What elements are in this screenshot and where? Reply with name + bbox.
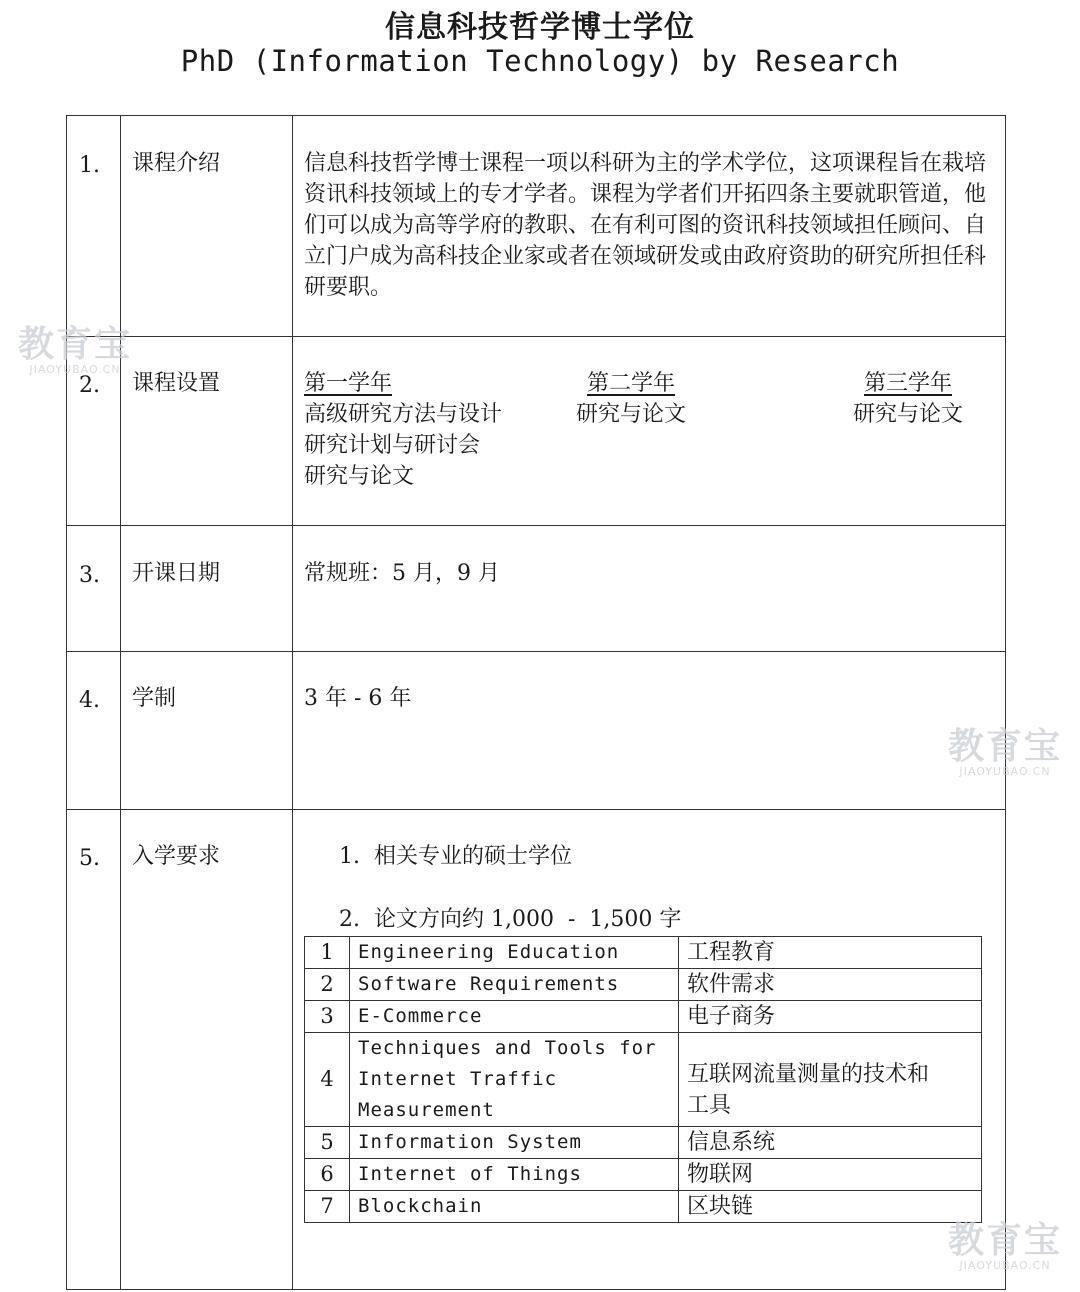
year-heading: 第一学年 (304, 371, 393, 396)
row-divider (67, 336, 1005, 337)
topic-number: 6 (305, 1159, 350, 1191)
course-intro-text: 信息科技哲学博士课程一项以科研为主的学术学位，这项课程旨在栽培资讯科技领域上的专才学者。课程为学者们开拓四条主要就职管道，他们可以成为高等学府的教职、在有利可图的资讯科技领域担任顾问、自立门户成为高科技企业家或者在领域研发或由政府资助的研究所担任科研要职。 (304, 151, 987, 300)
topic-number: 4 (305, 1033, 350, 1127)
topic-english-line: Internet Traffic (358, 1068, 558, 1090)
year-two-column (569, 368, 693, 430)
watermark-logo (948, 728, 1062, 778)
year-heading: 第二学年 (586, 371, 675, 396)
row-label-start-date: 开课日期 (132, 561, 221, 586)
year-three-column (846, 368, 970, 430)
topic-english: E-Commerce (350, 1001, 679, 1033)
topic-chinese: 物联网 (679, 1159, 982, 1191)
table-row (305, 1033, 982, 1127)
program-table (66, 115, 1006, 1290)
topic-chinese-line: 互联网流量测量的技术和 (687, 1061, 930, 1087)
table-row (305, 937, 982, 969)
row-divider (67, 809, 1005, 810)
watermark-logo (948, 1222, 1062, 1272)
topic-english: Internet of Things (350, 1159, 679, 1191)
watermark-domain: JIAOYUBAO.CN (959, 1259, 1051, 1272)
year-one-column (304, 368, 502, 492)
table-row (305, 1001, 982, 1033)
year-heading: 第三学年 (863, 371, 952, 396)
watermark-text: 教育宝 (18, 324, 133, 365)
watermark-text: 教育宝 (948, 726, 1063, 767)
topic-english: Engineering Education (350, 937, 679, 969)
watermark-domain: JIAOYUBAO.CN (959, 765, 1051, 778)
title-en: PhD (Information Technology) by Research (180, 44, 900, 78)
table-row (305, 969, 982, 1001)
topic-number: 1 (305, 937, 350, 969)
topic-chinese-line: 工具 (687, 1092, 732, 1118)
topic-chinese: 电子商务 (679, 1001, 982, 1033)
watermark-domain: JIAOYUBAO.CN (29, 363, 121, 376)
topic-chinese: 软件需求 (679, 969, 982, 1001)
column-divider (292, 116, 293, 1289)
requirement-item: 1. 相关专业的硕士学位 (339, 844, 572, 869)
duration-text: 3 年 - 6 年 (304, 686, 412, 711)
row-number: 5. (79, 846, 100, 871)
table-row (305, 1127, 982, 1159)
topic-english: Information System (350, 1127, 679, 1159)
topic-number: 3 (305, 1001, 350, 1033)
row-number: 3. (79, 563, 100, 588)
row-divider (67, 525, 1005, 526)
row-number: 1. (79, 153, 100, 178)
table-row (305, 1191, 982, 1223)
course-item: 研究与论文 (852, 402, 963, 427)
row-divider (67, 651, 1005, 652)
watermark-text: 教育宝 (948, 1220, 1063, 1261)
topic-chinese (679, 1033, 982, 1127)
table-row (305, 1159, 982, 1191)
row-label-duration: 学制 (132, 686, 177, 711)
topic-number: 7 (305, 1191, 350, 1223)
row-label-intro: 课程介绍 (132, 151, 221, 176)
course-item: 研究与论文 (575, 402, 686, 427)
research-topics-table (304, 936, 982, 1223)
row-number: 4. (79, 688, 100, 713)
watermark-logo (18, 326, 132, 376)
topic-chinese: 区块链 (679, 1191, 982, 1223)
row-label-curriculum: 课程设置 (132, 371, 221, 396)
column-divider (120, 116, 121, 1289)
topic-chinese: 工程教育 (679, 937, 982, 969)
course-item: 高级研究方法与设计 (304, 402, 503, 427)
row-number: 2. (79, 373, 100, 398)
start-date-text: 常规班：5 月，9 月 (304, 561, 500, 586)
topic-english: Blockchain (350, 1191, 679, 1223)
row-label-admission: 入学要求 (132, 844, 221, 869)
topic-number: 5 (305, 1127, 350, 1159)
topic-number: 2 (305, 969, 350, 1001)
topic-english: Software Requirements (350, 969, 679, 1001)
course-item: 研究与论文 (304, 464, 415, 489)
topic-english-line: Measurement (358, 1099, 495, 1121)
title-zh: 信息科技哲学博士学位 (385, 10, 695, 45)
topic-english (350, 1033, 679, 1127)
topic-chinese: 信息系统 (679, 1127, 982, 1159)
course-item: 研究计划与研讨会 (304, 433, 481, 458)
topic-english-line: Techniques and Tools for (358, 1037, 657, 1059)
requirement-item: 2. 论文方向约 1,000 - 1,500 字 (339, 907, 682, 932)
